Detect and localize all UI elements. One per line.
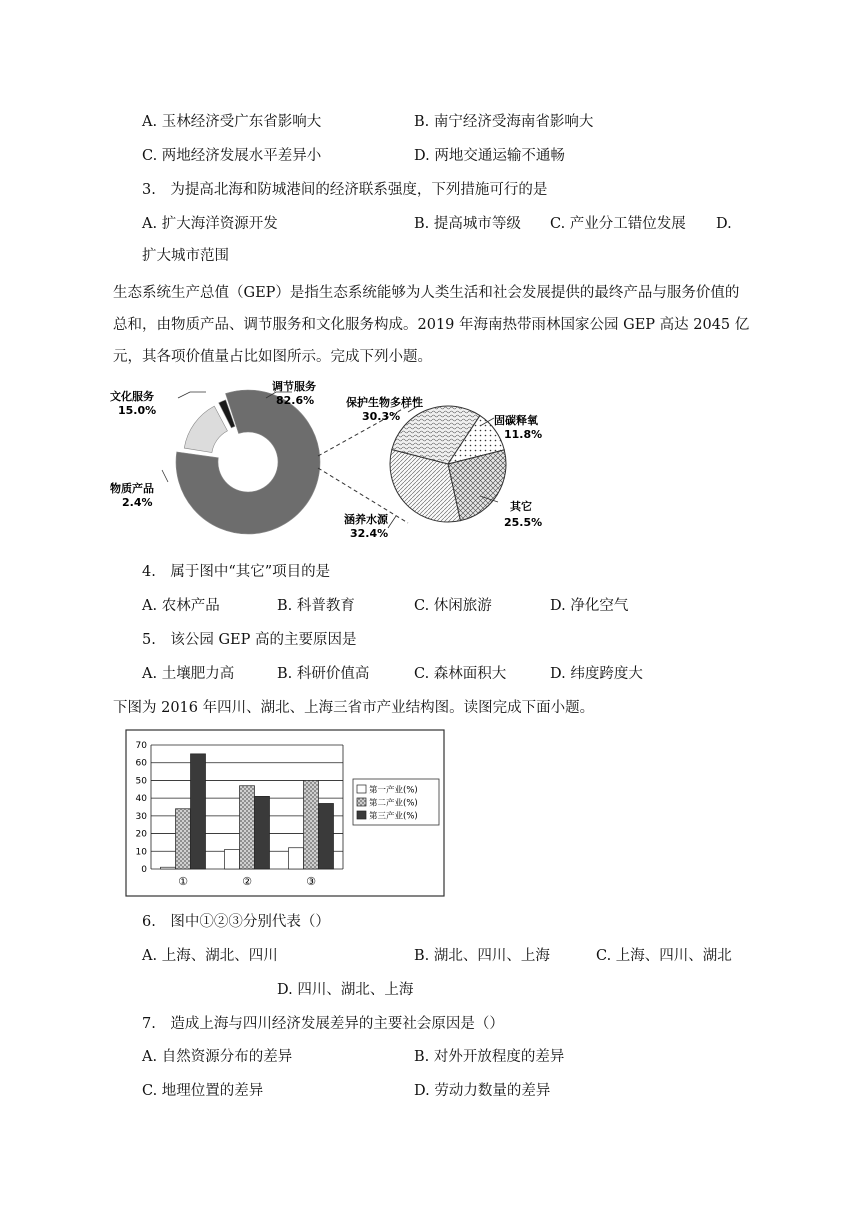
label-carbon-pct: 11.8%	[504, 428, 543, 441]
y-tick-label: 10	[135, 847, 147, 858]
label-carbon: 固碳释氧	[494, 414, 538, 427]
q6-option-b: B. 湖北、四川、上海	[414, 948, 550, 964]
q7-option-b: B. 对外开放程度的差异	[414, 1049, 565, 1065]
q5-option-b: B. 科研价值高	[277, 666, 370, 682]
gep-figure	[108, 378, 558, 550]
q2-option-b: B. 南宁经济受海南省影响大	[414, 114, 594, 130]
q4-stem: 4. 属于图中“其它”项目的是	[142, 564, 331, 580]
bar-1-1	[161, 867, 176, 869]
industry-figure	[125, 729, 445, 897]
label-regulation-pct: 82.6%	[276, 394, 315, 407]
q3-option-d: D.	[716, 216, 732, 232]
bar-3-3	[319, 803, 334, 869]
bar-1-3	[191, 754, 206, 869]
label-culture-pct: 15.0%	[118, 404, 157, 417]
label-regulation: 调节服务	[272, 380, 316, 393]
legend-swatch-3	[357, 811, 366, 819]
q3-option-a: A. 扩大海洋资源开发	[142, 216, 278, 232]
donut-slice-1	[176, 390, 320, 534]
label-material-pct: 2.4%	[122, 496, 153, 509]
q5-stem: 5. 该公园 GEP 高的主要原因是	[142, 632, 357, 648]
bar-3-1	[289, 848, 304, 869]
q7-stem: 7. 造成上海与四川经济发展差异的主要社会原因是（）	[142, 1016, 504, 1032]
label-water: 涵养水源	[344, 513, 388, 526]
q2-option-d: D. 两地交通运输不通畅	[414, 148, 565, 164]
x-category-label: ③	[306, 875, 316, 888]
legend-label-1: 第一产业(%)	[369, 785, 418, 796]
legend-label-2: 第二产业(%)	[369, 798, 418, 809]
q3-option-c: C. 产业分工错位发展	[550, 216, 686, 232]
legend-swatch-1	[357, 785, 366, 793]
passage-industry: 下图为 2016 年四川、湖北、上海三省市产业结构图。读图完成下面小题。	[113, 700, 595, 716]
q6-option-d: D. 四川、湖北、上海	[277, 982, 414, 998]
q2-option-c: C. 两地经济发展水平差异小	[142, 148, 322, 164]
q2-option-a: A. 玉林经济受广东省影响大	[142, 114, 322, 130]
q5-option-c: C. 森林面积大	[414, 666, 507, 682]
q7-option-d: D. 劳动力数量的差异	[414, 1083, 551, 1099]
label-water-pct: 32.4%	[350, 527, 389, 540]
bar-3-2	[304, 780, 319, 869]
q3-option-b: B. 提高城市等级	[414, 216, 521, 232]
y-tick-label: 0	[141, 865, 147, 875]
donut-slice-2	[184, 406, 227, 452]
bar-1-2	[176, 809, 191, 869]
label-biodiversity: 保护生物多样性	[346, 396, 423, 409]
x-category-label: ②	[242, 875, 252, 888]
y-tick-label: 60	[135, 758, 147, 769]
bar-2-1	[225, 850, 240, 869]
q6-stem: 6. 图中①②③分别代表（）	[142, 914, 330, 930]
q3-option-d-continued: 扩大城市范围	[142, 248, 229, 264]
bar-2-3	[255, 796, 270, 869]
legend-swatch-2	[357, 798, 366, 806]
q5-option-a: A. 土壤肥力高	[142, 666, 235, 682]
industry-bar-chart	[125, 729, 445, 897]
y-tick-label: 30	[135, 811, 147, 822]
bar-2-2	[240, 786, 255, 869]
legend-label-3: 第三产业(%)	[369, 811, 418, 822]
q7-option-c: C. 地理位置的差异	[142, 1083, 264, 1099]
label-biodiversity-pct: 30.3%	[362, 410, 401, 423]
q4-option-d: D. 净化空气	[550, 598, 629, 614]
x-category-label: ①	[178, 875, 188, 888]
q5-option-d: D. 纬度跨度大	[550, 666, 643, 682]
label-material: 物质产品	[110, 482, 154, 495]
q7-option-a: A. 自然资源分布的差异	[142, 1049, 293, 1065]
label-culture: 文化服务	[110, 390, 154, 403]
y-tick-label: 20	[135, 829, 147, 840]
gep-chart	[108, 378, 558, 550]
q6-option-a: A. 上海、湖北、四川	[142, 948, 278, 964]
passage-gep: 生态系统生产总值（GEP）是指生态系统能够为人类生活和社会发展提供的最终产品与服务价值的总和，由物质产品、调节服务和文化服务构成。2019 年海南热带雨林国家公园 GEP 高达 2045 亿元，其各项价值量占比如图所示。完成下列小题。	[113, 285, 750, 365]
q4-option-c: C. 休闲旅游	[414, 598, 492, 614]
q3-stem: 3. 为提高北海和防城港间的经济联系强度，下列措施可行的是	[142, 182, 548, 198]
q4-option-a: A. 农林产品	[142, 598, 220, 614]
y-tick-label: 70	[135, 741, 147, 751]
q6-option-c: C. 上海、四川、湖北	[596, 948, 732, 964]
label-other: 其它	[510, 500, 532, 513]
label-other-pct: 25.5%	[504, 516, 543, 529]
y-tick-label: 50	[135, 776, 147, 787]
y-tick-label: 40	[135, 794, 147, 805]
q4-option-b: B. 科普教育	[277, 598, 355, 614]
